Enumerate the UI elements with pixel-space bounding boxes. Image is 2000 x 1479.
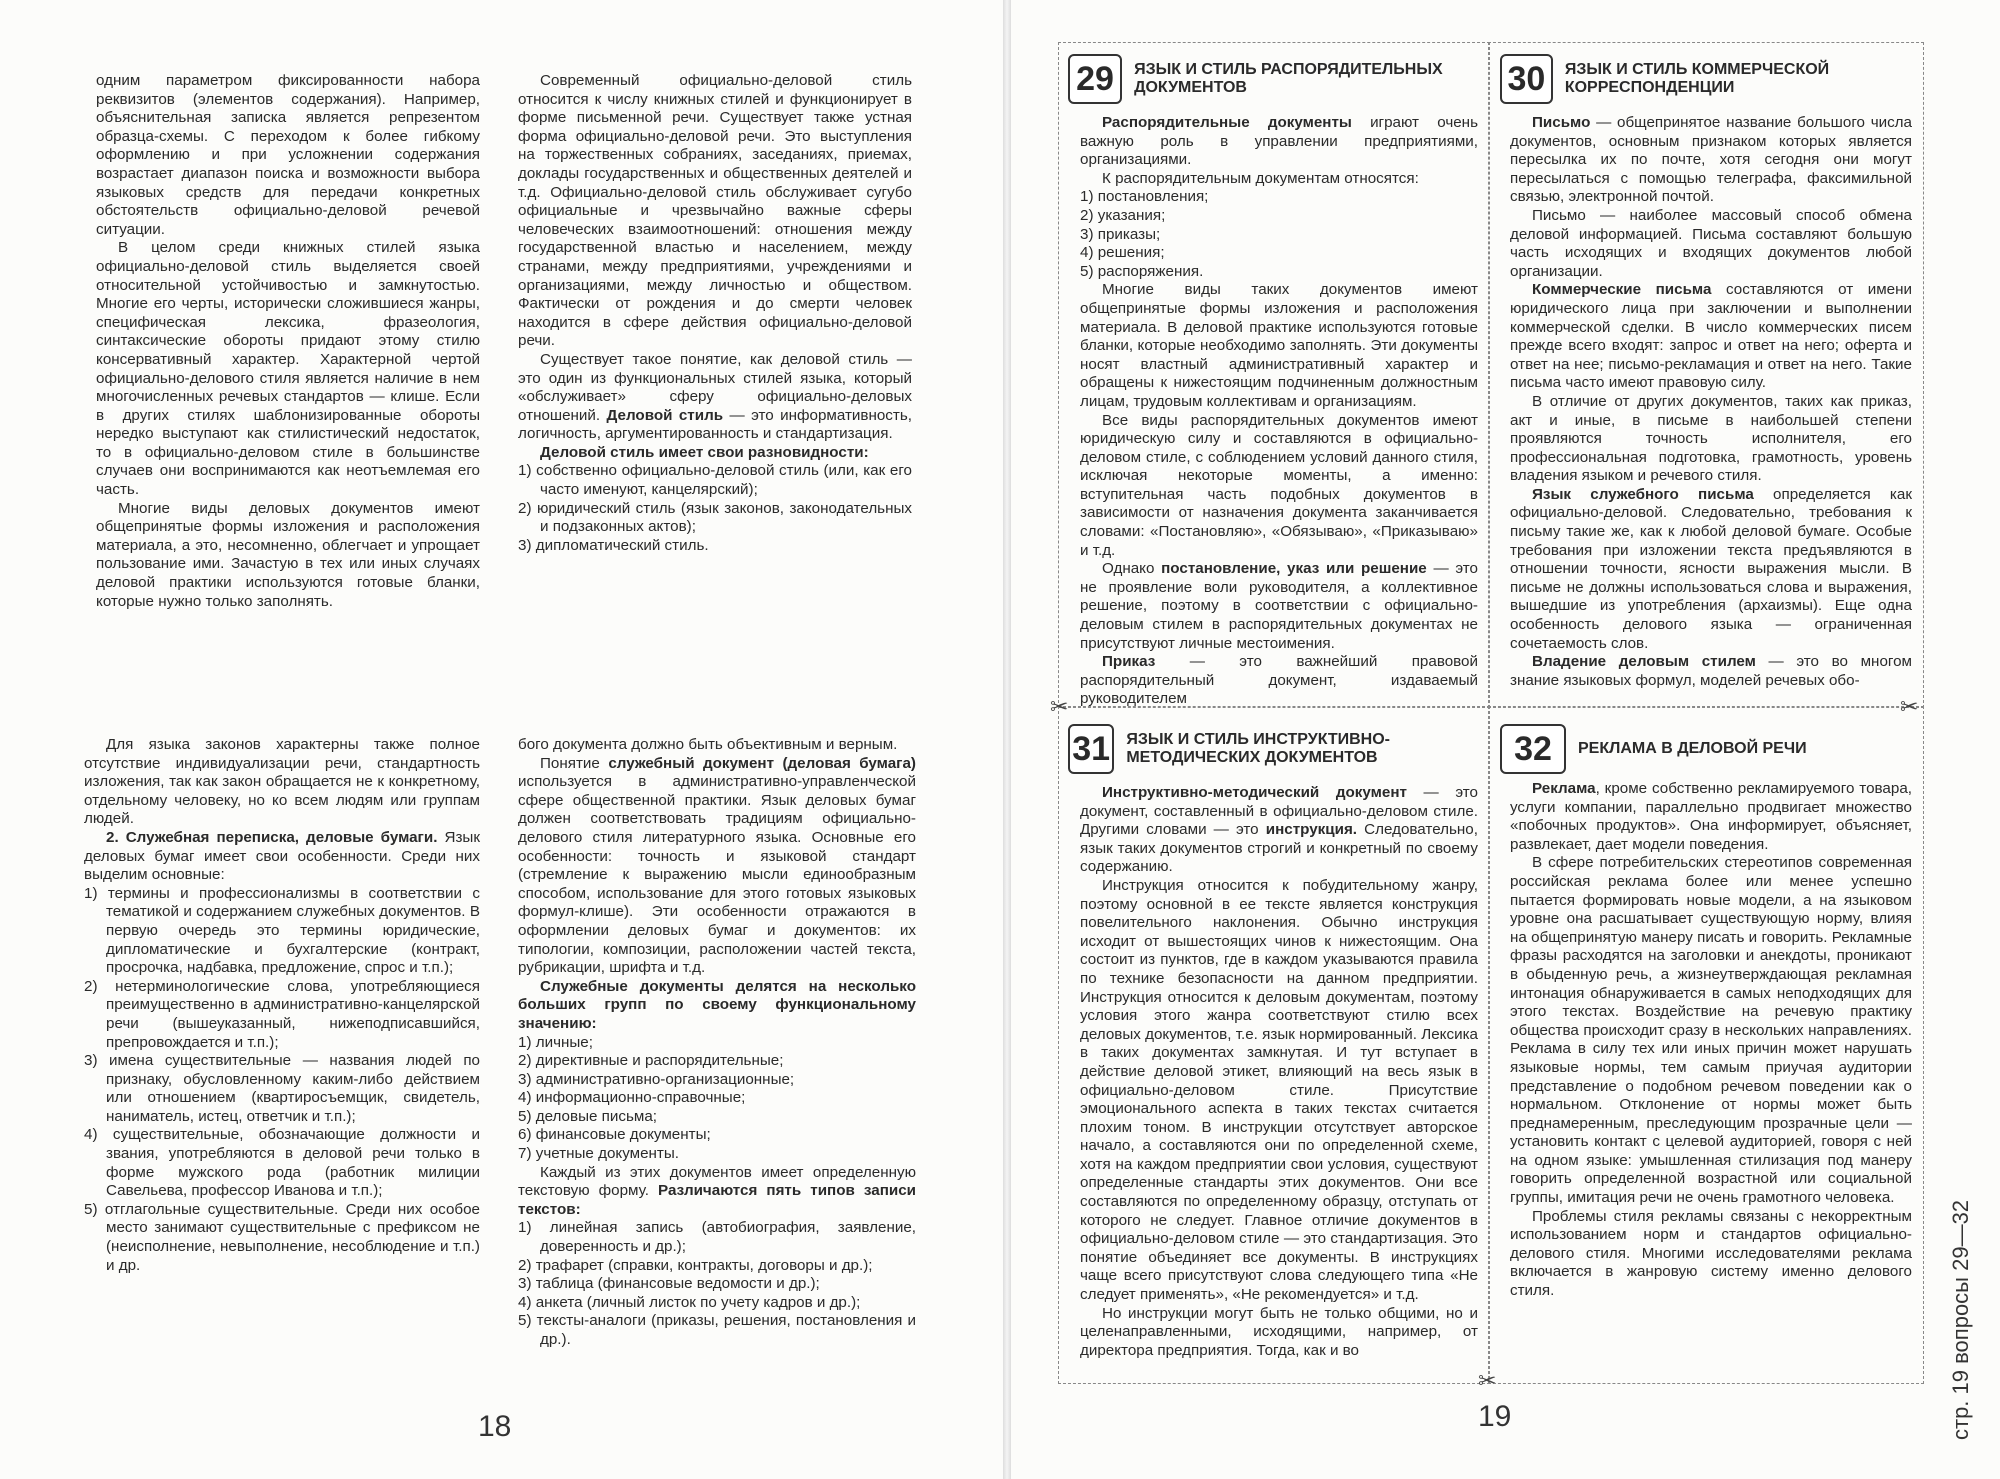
book-gutter [1003, 0, 1011, 1479]
paragraph: В целом среди книжных стилей языка официально-деловой стиль выделяется своей относительной устойчивостью и замкнутостью. Многие его черты, исторически сложившиеся жанры, специфическая лексика, фразеология, синтаксические обороты придают этому стилю консервативный характер. Характерной чертой официально-делового стиля является наличие в нем многочисленных речевых стандартов — клише. Если в других стилях шаблонизированные обороты нередко выступают как стилистический недостаток, то в официально-деловом стиле в большинстве случаев они воспринимаются как неотъемлемая его часть. [96, 239, 480, 499]
card-30-header [1500, 54, 1910, 104]
list-item: 4) анкета (личный листок по учету кадров и др.); [518, 1293, 861, 1311]
paragraph: Владение деловым стилем — это во многом знание языковых формул, моделей речевых обо- [1510, 653, 1912, 689]
card-32-number: 32 [1500, 724, 1566, 774]
card-30-body [1510, 114, 1912, 690]
paragraph: Инструктивно-методический документ — это документ, составленный в официально-деловом стиле. Другими словами — это инструкция. Следовательно, язык таких документов строгий и конкретный по своему содержанию. [1080, 784, 1478, 876]
paragraph: Понятие служебный документ (деловая бумага) используется в административно-управленческой сфере общественной практики. Язык деловых бумаг должен соответствовать традициям официально-делового стиля литературного языка. Основные его особенности: точность и языковой стандарт (стремление к выражению мысли единообразным способом, использование для этого готовых языковых формул-клише). Эти особенности отражаются в оформлении деловых бумаг и документов: их типологии, композиции, расположении частей текста, рубрикации, шрифта и т.д. [518, 754, 916, 977]
card-32-body [1510, 780, 1912, 1301]
list-item: 7) учетные документы. [518, 1145, 680, 1163]
list-item: 4) решения; [1080, 244, 1165, 262]
paragraph: Однако постановление, указ или решение — это не проявление воли руководителя, а коллективное решение, поэтому в соответствии с официально-деловым стилем в распорядительных документах не присутствуют личные местоимения. [1080, 560, 1478, 652]
scissors-icon: ✂ [1900, 694, 1919, 719]
section-heading: Служебные документы делятся на несколько больших групп по своему функциональному значению: [518, 977, 916, 1032]
list-item: 1) термины и профессионализмы в соответствии с тематикой и содержанием служебных документов. В первую очередь это термины юридические, дипломатические и бухгалтерские (контракт, просрочка, надбавка, предложение, спрос и т.п.); [84, 884, 480, 977]
list-item: 2) директивные и распорядительные; [518, 1052, 784, 1070]
varieties-list [518, 462, 912, 555]
list-item: 6) финансовые документы; [518, 1126, 711, 1144]
card-30-number: 30 [1500, 54, 1553, 104]
page-number-18: 18 [478, 1410, 512, 1443]
scissors-icon: ✂ [1050, 694, 1069, 719]
paragraph: Инструкция относится к побудительному жанру, поэтому основной в ее тексте является конструкция повелительного наклонения. Обычно инструкция исходит от вышестоящих чинов к нижестоящим. Она состоит из пунктов, где в каждом указываются правила по технике безопасности на данном предприятии. Инструкция относится к деловым документам, поэтому условия этого жанра соответствуют стилю всех деловых документов, т.е. язык нормированный. Лексика в таких документах замкнутая. И тут вступает в действие деловой этикет, влияющий на весь язык в официально-деловом стиле. Присутствие эмоционального аспекта в таких текстах считается плохим тоном. В инструкции отсутствует авторское начало, а составляются они по определенной схеме, хотя на каждом предприятии свои условия, существуют определенные стандарты этих документов. Они все составляются по определенному образцу, отступать от которого не следует. Главное отличие документов в официально-деловом стиле — это стандартизация. Это понятие объединяет все документы. В инструкциях чаще всего присутствуют слова следующего типа «Не следует применять», «Не рекомендуется» и т.д. [1080, 876, 1478, 1304]
paragraph: Письмо — наиболее массовый способ обмена деловой информацией. Письма составляют большую часть исходящих и входящих документов любой организации. [1510, 206, 1912, 280]
list-item: 5) тексты-аналоги (приказы, решения, постановления и др.). [518, 1312, 916, 1348]
section-heading: Деловой стиль имеет свои разновидности: [540, 443, 869, 461]
paragraph: одним параметром фиксированности набора реквизитов (элементов содержания). Например, объяснительная записка является репрезентом образца-схемы. С переходом к более гибкому оформлению и при усложнении содержания возрастает диапазон поиска и возможности выбора языковых средств для передачи конкретных обстоятельств официально-деловой речевой ситуации. [96, 72, 480, 238]
list-item: 2) нетерминологические слова, употребляющиеся преимущественно в административно-канцелярской речи (вышеуказанный, нижеподписавшийся, препровождается и т.п.); [84, 977, 480, 1051]
list-item: 2) трафарет (справки, контракты, договоры и др.); [518, 1256, 873, 1274]
paragraph: Коммерческие письма составляются от имени юридического лица при заключении и выполнении коммерческой сделки. В число коммерческих писем прежде всего входят: запрос и ответ на него; оферта и ответ на нее; письмо-рекламация и ответ на него. Такие письма часто имеют правовую силу. [1510, 281, 1912, 392]
paragraph: Каждый из этих документов имеет определенную текстовую форму. Различаются пять типов записи текстов: [518, 1163, 916, 1218]
list-item: 1) личные; [518, 1033, 593, 1051]
list-item: 5) деловые письма; [518, 1107, 657, 1125]
paragraph: Распорядительные документы играют очень важную роль в управлении предприятиями, организациями. [1080, 114, 1478, 169]
list-item: 1) собственно официально-деловой стиль (или, как его часто именуют, канцелярский); [518, 462, 912, 499]
list-item: 3) дипломатический стиль. [518, 536, 709, 554]
groups-list [518, 1034, 916, 1164]
page-number-19: 19 [1478, 1400, 1512, 1433]
paragraph: Письмо — общепринятое название большого числа документов, основным признаком которых является пересылка их по почте, хотя сегодня они могут пересылаться с помощью телеграфа, факсимильной связью, электронной почтой. [1510, 114, 1912, 206]
list-item: 1) постановления; [1080, 188, 1209, 206]
paragraph: Для языка законов характерны также полное отсутствие индивидуализации речи, стандартность изложения, так как закон обращается не к конкретному, отдельному человеку, но ко всем людям или группам людей. [84, 736, 480, 828]
card-31-header [1068, 724, 1478, 774]
types-list [518, 1219, 916, 1349]
paragraph: Все виды распорядительных документов имеют юридическую силу и составляются в официально-деловом стиле, с соблюдением условий данного стиля, исключая некоторые моменты, а именно: вступительная часть подобных документов в зависимости от назначения документа заканчивается словами: «Постановляю», «Обязываю», «Приказываю» и т.д. [1080, 411, 1478, 559]
list-item: 5) распоряжения. [1080, 262, 1204, 280]
paragraph: Современный официально-деловой стиль относится к числу книжных стилей и функционирует в форме письменной речи. Существует также устная форма официально-деловой речи. Это выступления на торжественных собраниях, заседаниях, приемах, доклады государственных и общественных деятелей и т.д. Официально-деловой стиль обслуживает сугубо официальные и чрезвычайно важные сферы человеческих взаимоотношений: отношения между государственной властью и населением, между странами, между предприятиями, учреждениями и организациями, между личностью и обществом. Фактически от рождения и до смерти человек находится в сфере действия официально-деловой речи. [518, 72, 912, 350]
paragraph: 2. Служебная переписка, деловые бумаги. Язык деловых бумаг имеет свои особенности. Среди них выделим основные: [84, 828, 480, 884]
list-item: 2) юридический стиль (язык законов, законодательных и подзаконных актов); [518, 499, 912, 536]
list-item: 3) таблица (финансовые ведомости и др.); [518, 1275, 820, 1293]
card-29-list [1080, 188, 1478, 281]
list-item: 3) административно-организационные; [518, 1070, 795, 1088]
list-item: 2) указания; [1080, 206, 1166, 224]
page18-bottom-right-column [518, 736, 916, 1350]
paragraph: Существует такое понятие, как деловой стиль — это один из функциональных стилей языка, который «обслуживает» сферу официально-деловых отношений. Деловой стиль — это информативность, логичность, аргументированность и стандартизация. [518, 350, 912, 443]
paragraph: Приказ — это важнейший правовой распорядительный документ, издаваемый руководителем [1080, 653, 1478, 708]
scissors-icon: ✂ [1478, 1368, 1497, 1393]
list-item: 1) линейная запись (автобиография, заявление, доверенность и др.); [518, 1219, 916, 1256]
paragraph: В отличие от других документов, таких как приказ, акт и иные, в письме в наибольшей степени проявляются точность исполнителя, его профессиональная подготовка, грамотность, уровень владения языком и речевого стиля. [1510, 392, 1912, 485]
list-item: 4) существительные, обозначающие должности и звания, употребляются в деловой речи только в форме мужского рода (работник милиции Савельева, профессор Иванова и т.п.); [84, 1126, 480, 1200]
paragraph: К распорядительным документам относятся: [1102, 169, 1419, 187]
page18-top-right-column [518, 72, 912, 555]
card-31-title: ЯЗЫК И СТИЛЬ ИНСТРУКТИВНО-МЕТОДИЧЕСКИХ ДОКУМЕНТОВ [1126, 731, 1391, 766]
card-29-body [1080, 114, 1478, 709]
paragraph: бого документа должно быть объективным и верным. [518, 736, 898, 753]
features-list [84, 885, 480, 1275]
side-label: стр. 19 вопросы 29—32 [1948, 1199, 1973, 1440]
card-32-title: РЕКЛАМА В ДЕЛОВОЙ РЕЧИ [1578, 740, 1807, 757]
list-item: 3) приказы; [1080, 225, 1161, 243]
card-32-header [1500, 724, 1910, 774]
paragraph: В сфере потребительских стереотипов современная российская реклама более или менее успешно пытается формировать новые модели, а на языковом уровне она расшатывает существующую норму, влияя на общепринятую манеру писать и говорить. Рекламные фразы расходятся на заголовки и анекдоты, проникают в обыденную речь, а жизнеутверждающая рекламная интонация обнаруживается в самых неподходящих для этого текстах. Воздействие на речевую практику общества происходит сразу в нескольких направлениях. Реклама в силу тех или иных причин может нарушать языковые нормы, тем самым приучая аудитории представление о подобном речевом поведении как о нормальном. Отклонение от нормы может быть преднамеренным, преследующим прозрачные цели — установить контакт с целевой аудиторией, говоря с ней на одном языке: умышленная стилизация под манеру говорить определенной возрастной или социальной группы, имитация речи не очень грамотного человека. [1510, 854, 1912, 1207]
paragraph: Многие виды деловых документов имеют общепринятые формы изложения и расположения материала, а это, несомненно, облегчает и упрощает пользование ими. Зачастую в тех или иных случаях деловой практики используются готовые бланки, которые нужно только заполнять. [96, 499, 480, 610]
list-item: 4) информационно-справочные; [518, 1089, 746, 1107]
card-30-title: ЯЗЫК И СТИЛЬ КОММЕРЧЕСКОЙ КОРРЕСПОНДЕНЦИИ [1564, 61, 1830, 96]
paragraph: Но инструкции могут быть не только общими, но и целенаправленными, исходящими, например, от директора предприятия. Тогда, как и во [1080, 1304, 1478, 1359]
paragraph: Многие виды таких документов имеют общепринятые формы изложения и расположения материала. В деловой практике используются готовые бланки, которые необходимо заполнять. Эти документы носят властный административный характер и обращены к нижестоящим подчиненным должностным лицам, трудовым коллективам и организациям. [1080, 281, 1478, 410]
paragraph: Реклама, кроме собственно рекламируемого товара, услуги компании, параллельно продвигает множество «побочных продуктов». Она информирует, объясняет, развлекает, дает модели поведения. [1510, 780, 1912, 853]
card-29-header [1068, 54, 1478, 104]
paragraph: Язык служебного письма определяется как официально-деловой. Следовательно, требования к письму такие же, как к любой деловой бумаге. Особые требования при изложении текста предъявляются в отношении точности, ясности выражения мысли. В письме не должны использоваться слова и выражения, вышедшие из употребления (архаизмы). Еще одна особенность делового языка — ограниченная сочетаемость слов. [1510, 485, 1912, 652]
page18-top-left-column [96, 72, 480, 611]
card-31-number: 31 [1068, 724, 1114, 774]
paragraph: Проблемы стиля рекламы связаны с некорректным использованием норм и стандартов официально-делового стиля. Многими исследователями реклама включается в жанровую систему именно делового стиля. [1510, 1207, 1912, 1300]
page18-bottom-left-column [84, 736, 480, 1275]
card-29-number: 29 [1068, 54, 1122, 104]
card-29-title: ЯЗЫК И СТИЛЬ РАСПОРЯДИТЕЛЬНЫХ ДОКУМЕНТОВ [1134, 61, 1443, 96]
list-item: 5) отглагольные существительные. Среди них особое место занимают существительные с префиксом не (неисполнение, невыполнение, несоблюдение и т.п.) и др. [84, 1200, 480, 1274]
list-item: 3) имена существительные — названия людей по признаку, обусловленному каким-либо действием или отношением (квартиросъемщик, свидетель, наниматель, истец, ответчик и т.п.); [84, 1052, 480, 1125]
card-31-body [1080, 784, 1478, 1360]
